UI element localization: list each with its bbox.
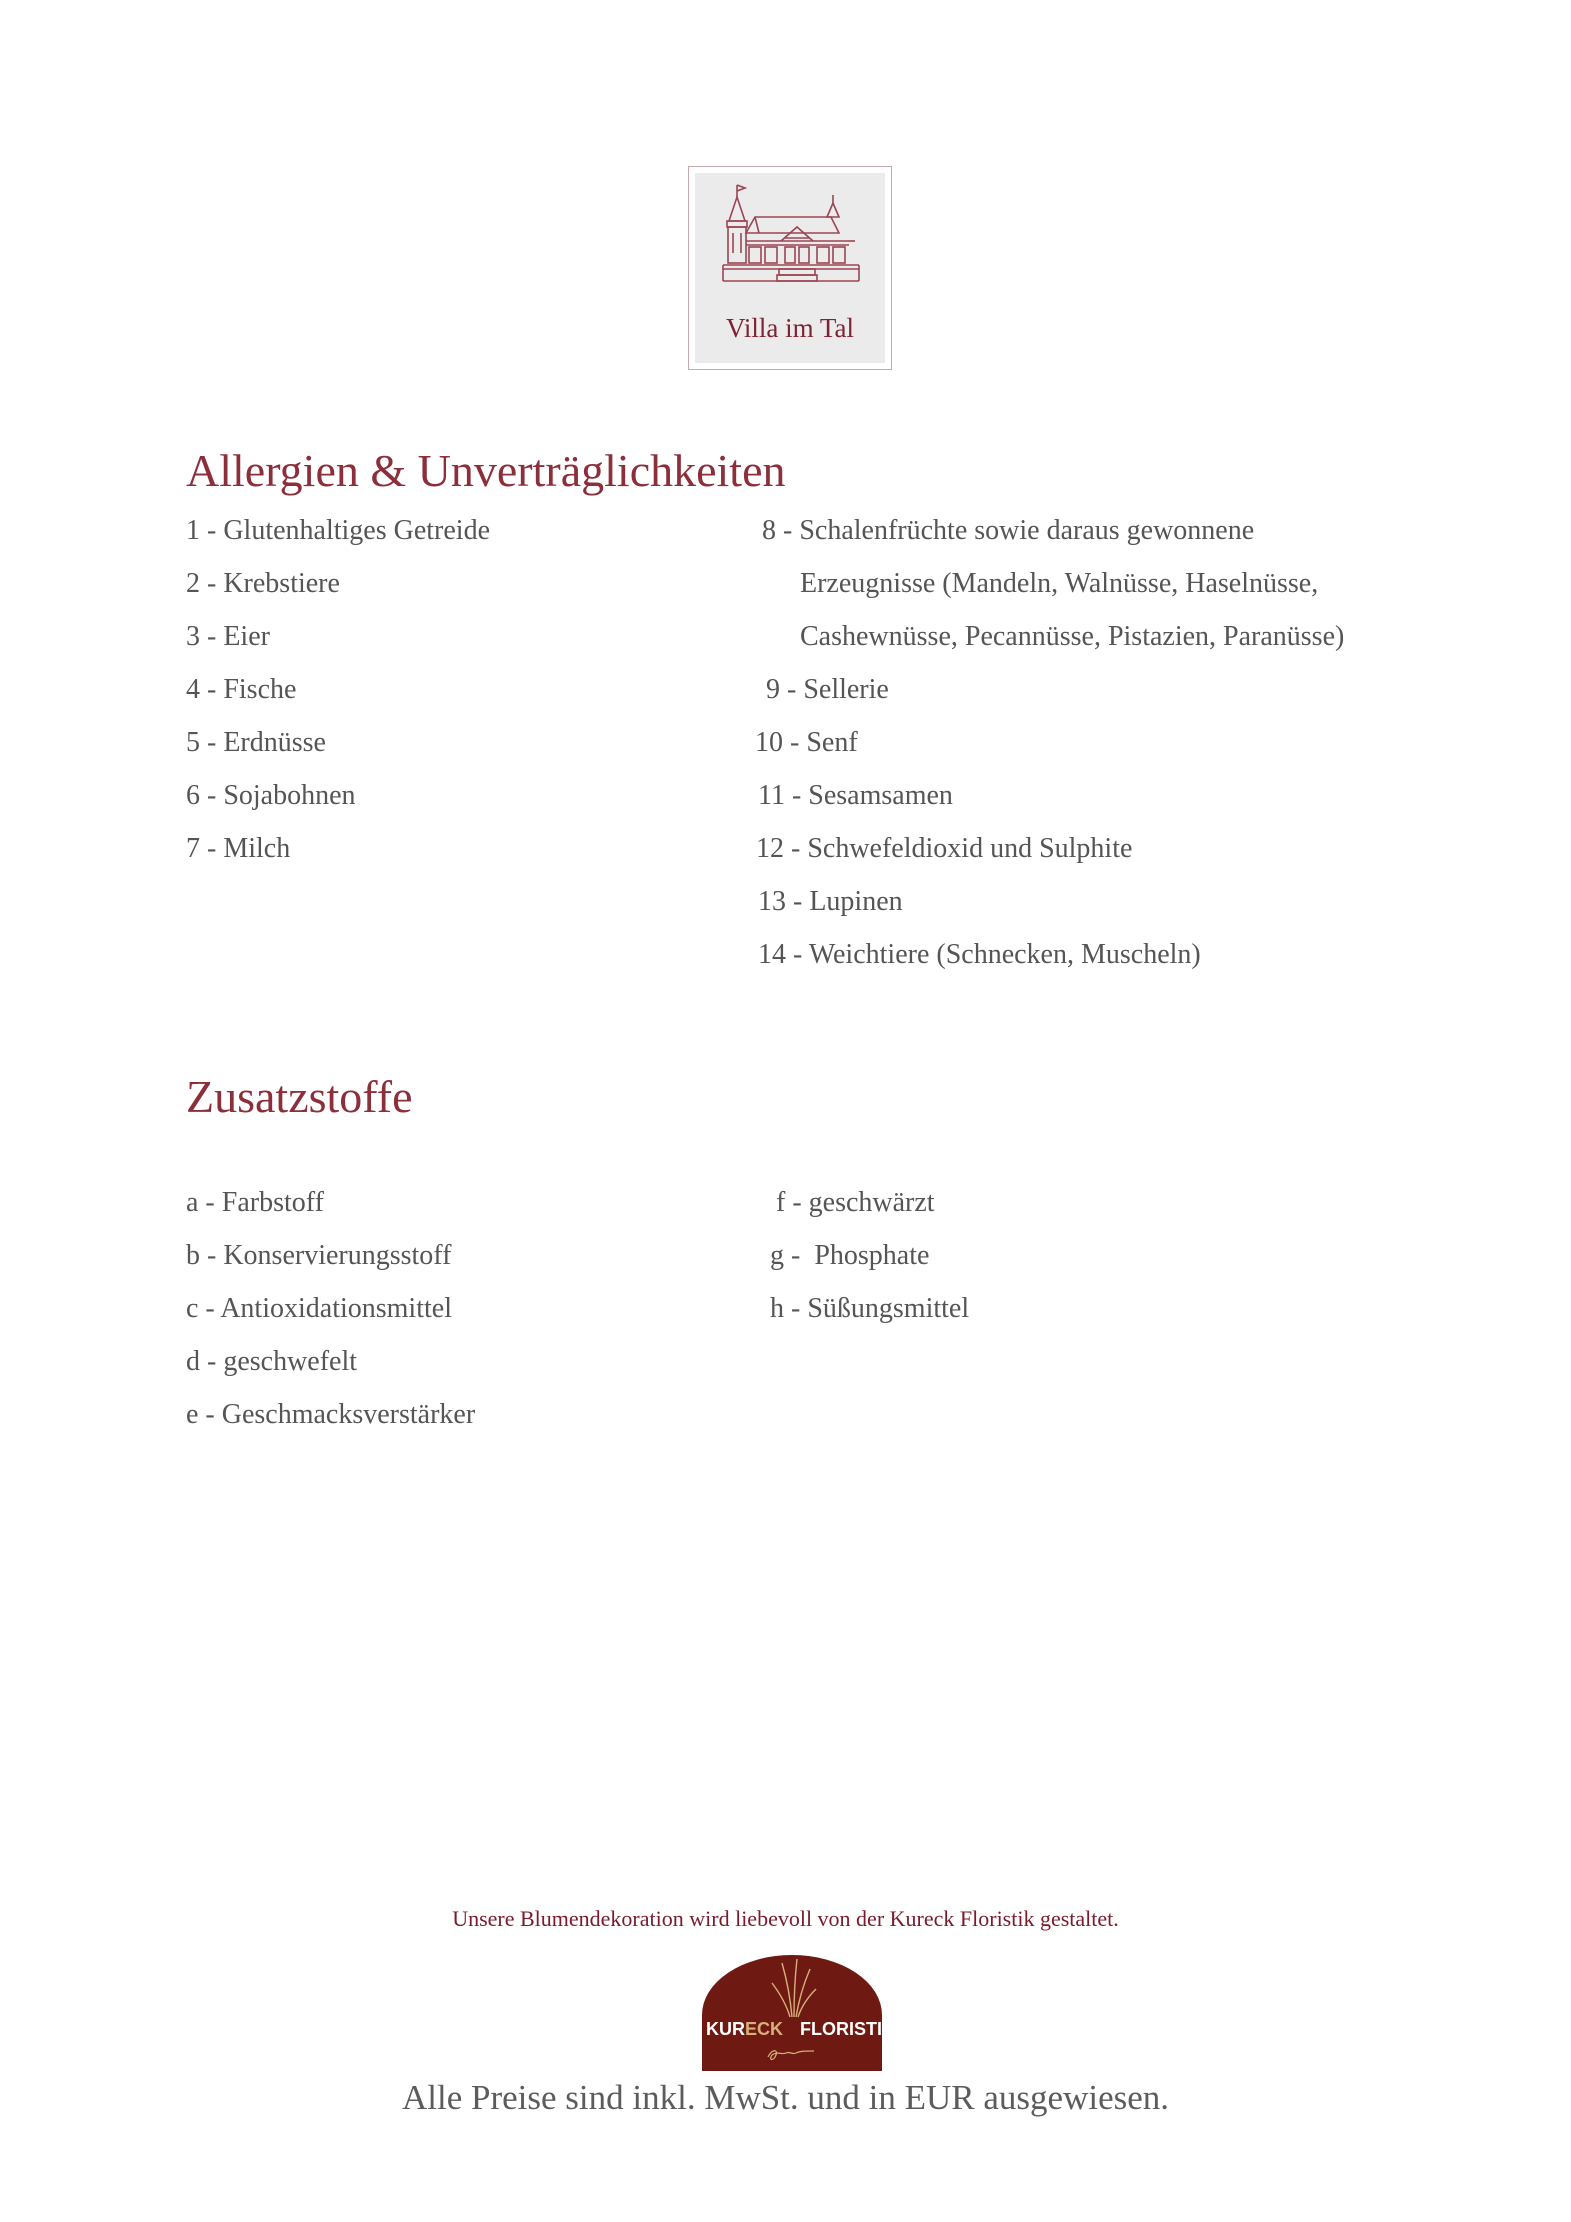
additive-item: f - geschwärzt [776, 1187, 935, 1218]
allergens-title: Allergien & Unverträglichkeiten [186, 445, 786, 496]
villa-logo-background [695, 173, 885, 363]
allergen-item-continuation: Erzeugnisse (Mandeln, Walnüsse, Haselnüsse, [800, 568, 1319, 599]
allergen-item: 13 - Lupinen [758, 886, 903, 917]
floristik-note: Unsere Blumendekoration wird liebevoll von der Kureck Floristik gestaltet. [452, 1906, 1119, 1931]
allergen-item: 12 - Schwefeldioxid und Sulphite [756, 833, 1133, 864]
additive-item: h - Süßungsmittel [770, 1293, 970, 1324]
svg-text:KURECK [706, 2019, 783, 2039]
allergen-item: 11 - Sesamsamen [758, 780, 953, 811]
allergen-item: 6 - Sojabohnen [186, 780, 356, 811]
additives-title: Zusatzstoffe [186, 1071, 413, 1122]
allergen-item: 14 - Weichtiere (Schnecken, Muscheln) [758, 939, 1201, 970]
additive-item: c - Antioxidationsmittel [186, 1293, 452, 1324]
allergen-item: 2 - Krebstiere [186, 568, 340, 599]
allergen-item: 9 - Sellerie [766, 674, 889, 705]
additive-item: b - Konservierungsstoff [186, 1240, 452, 1271]
allergen-item: 7 - Milch [186, 833, 291, 864]
price-notice: Alle Preise sind inkl. MwSt. und in EUR ausgewiesen. [401, 2078, 1170, 2117]
allergen-item: 4 - Fische [186, 674, 297, 705]
additive-item: e - Geschmacksverstärker [186, 1399, 476, 1430]
kureck-floristik-text: FLORISTIK [800, 2019, 895, 2039]
kureck-floristik-logo [702, 1955, 895, 2075]
additive-item: a - Farbstoff [186, 1187, 324, 1218]
kureck-kur-text: KUR [706, 2019, 745, 2039]
villa-logo [688, 166, 892, 370]
allergen-item-continuation: Cashewnüsse, Pecannüsse, Pistazien, Paranüsse) [800, 621, 1345, 652]
allergen-item: 5 - Erdnüsse [186, 727, 326, 758]
allergen-item: 3 - Eier [186, 621, 270, 652]
allergen-item: 8 - Schalenfrüchte sowie daraus gewonnene [762, 515, 1255, 546]
villa-logo-name: Villa im Tal [726, 313, 854, 343]
allergen-item: 10 - Senf [755, 727, 858, 758]
additive-item: g - Phosphate [770, 1240, 930, 1271]
villa-house-icon [719, 183, 863, 311]
allergen-item: 1 - Glutenhaltiges Getreide [186, 515, 491, 546]
kureck-eck-text: ECK [745, 2019, 784, 2039]
additive-item: d - geschwefelt [186, 1346, 358, 1377]
